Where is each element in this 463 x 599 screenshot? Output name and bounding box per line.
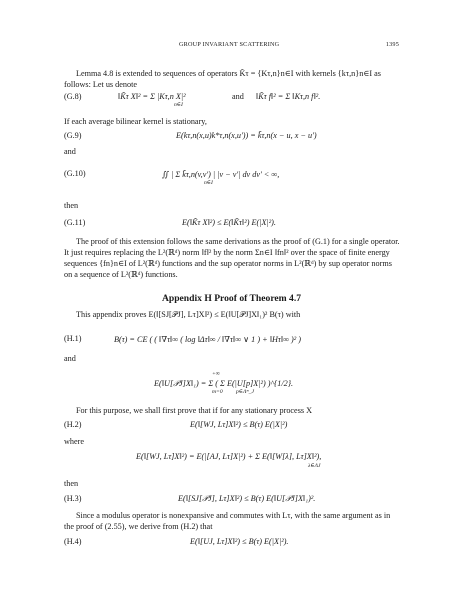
- paragraph-proof-extension: The proof of this extension follows the same derivations as the proof of (G.1) for a single operator. It just requires replacing the L²(ℝᵈ) norm ‖f‖² by the norm Σn∈I ‖fn‖² over the space of finite energy sequences {fn}n∈I of L²(ℝᵈ) functions and the sup operator norms in L²(ℝᵈ) by sup operator norms on a sequence of L²(ℝᵈ) functions.: [64, 237, 400, 279]
- equation-g10: [64, 165, 400, 187]
- equation-g8-and: and: [232, 92, 244, 101]
- equation-label: (H.2): [64, 420, 82, 429]
- equation-label: (G.9): [64, 131, 82, 140]
- paragraph-modulus: Since a modulus operator is nonexpansive and commutes with Lτ, with the same argument as in the proof of (2.55), we derive from (H.2) that: [64, 511, 391, 531]
- conjunction-where: where: [64, 437, 85, 446]
- paragraph-stationary: If each average bilinear kernel is stationary,: [64, 117, 207, 126]
- appendix-heading: Appendix H Proof of Theorem 4.7: [161, 293, 302, 304]
- equation-label: (H.3): [64, 494, 82, 503]
- equation-h1-body: B(τ) = CE ( ( ‖∇τ‖∞ ( log ‖Δτ‖∞ / ‖∇τ‖∞ ∨ 1 ) + ‖Hτ‖∞ )² ): [114, 335, 301, 344]
- sum-index: λ∈ΛJ: [308, 463, 321, 469]
- conjunction-then: then: [64, 479, 79, 488]
- equation-label: (H.1): [64, 334, 82, 343]
- equation-h2: [64, 420, 400, 434]
- equation-label: (G.11): [64, 218, 86, 227]
- sum-index: m=0: [212, 389, 223, 395]
- sum-index: n∈I: [174, 102, 183, 108]
- conjunction-and: and: [64, 147, 76, 156]
- equation-label: (H.4): [64, 537, 82, 546]
- equation-g8-right: ‖K̃τ f‖² = Σ ‖Kτ,n f‖².: [256, 92, 321, 101]
- equation-g9: [64, 131, 400, 145]
- equation-g11: [64, 218, 400, 232]
- sum-upper-limit: +∞: [212, 371, 220, 377]
- equation-g9-body: E(kτ,n(x,u)k*τ,n(x,u′)) = k̃τ,n(x − u, x − u′): [176, 131, 317, 140]
- equation-h4: [64, 537, 400, 551]
- paragraph-purpose: For this purpose, we shall first prove that if for any stationary process X: [76, 406, 313, 415]
- equation-w: [64, 452, 400, 472]
- equation-norm-body: E(‖U[𝒫J]X‖₁) = Σ ( Σ E(|U[p]X|²) )^{1/2}.: [154, 379, 294, 388]
- equation-g8-left: ‖K̃τ X‖² = Σ |Kτ,n X|²: [118, 92, 186, 101]
- sum-index: n∈I: [204, 180, 213, 186]
- equation-h3-body: E(‖[SJ[𝒫J], Lτ]X‖²) ≤ B(τ) E(‖U[𝒫J]X‖₁)².: [178, 494, 316, 503]
- equation-h4-body: E(‖[UJ, Lτ]X‖²) ≤ B(τ) E(|X|²).: [190, 537, 289, 546]
- equation-h2-body: E(‖[WJ, Lτ]X‖²) ≤ B(τ) E(|X|²): [190, 420, 288, 429]
- equation-h3: [64, 494, 400, 508]
- equation-g11-body: E(‖K̃τ X‖²) ≤ E(‖K̃τ‖²) E(|X|²).: [182, 218, 276, 227]
- sum-index: p∈Λᵐ_J: [236, 389, 254, 395]
- running-title: GROUP INVARIANT SCATTERING: [179, 41, 280, 48]
- paragraph-lemma-extension: Lemma 4.8 is extended to sequences of operators K̃τ = {Kτ,n}n∈I with kernels {kτ,n}n∈I as follows: Let us denote: [64, 69, 381, 89]
- conjunction-and: and: [64, 354, 76, 363]
- equation-norm: [64, 371, 400, 397]
- conjunction-then: then: [64, 201, 79, 210]
- equation-h1: [64, 328, 400, 352]
- equation-label: (G.10): [64, 169, 86, 178]
- equation-g10-body: ∬ | Σ k̃τ,n(v,v′) | |v − v′| dv dv′ < ∞,: [162, 170, 280, 179]
- equation-g8: [64, 92, 400, 106]
- paragraph-appendix-intro: This appendix proves E(‖[SJ[𝒫J], Lτ]X‖²) ≤ E(‖U[𝒫J]X‖₁)² B(τ) with: [76, 310, 301, 319]
- equation-w-body: E(‖[WJ, Lτ]X‖²) = E(|[AJ, Lτ]X|²) + Σ E(‖[W[λ], Lτ]X‖²),: [136, 452, 322, 461]
- equation-label: (G.8): [64, 92, 82, 101]
- page-number: 1395: [385, 41, 399, 48]
